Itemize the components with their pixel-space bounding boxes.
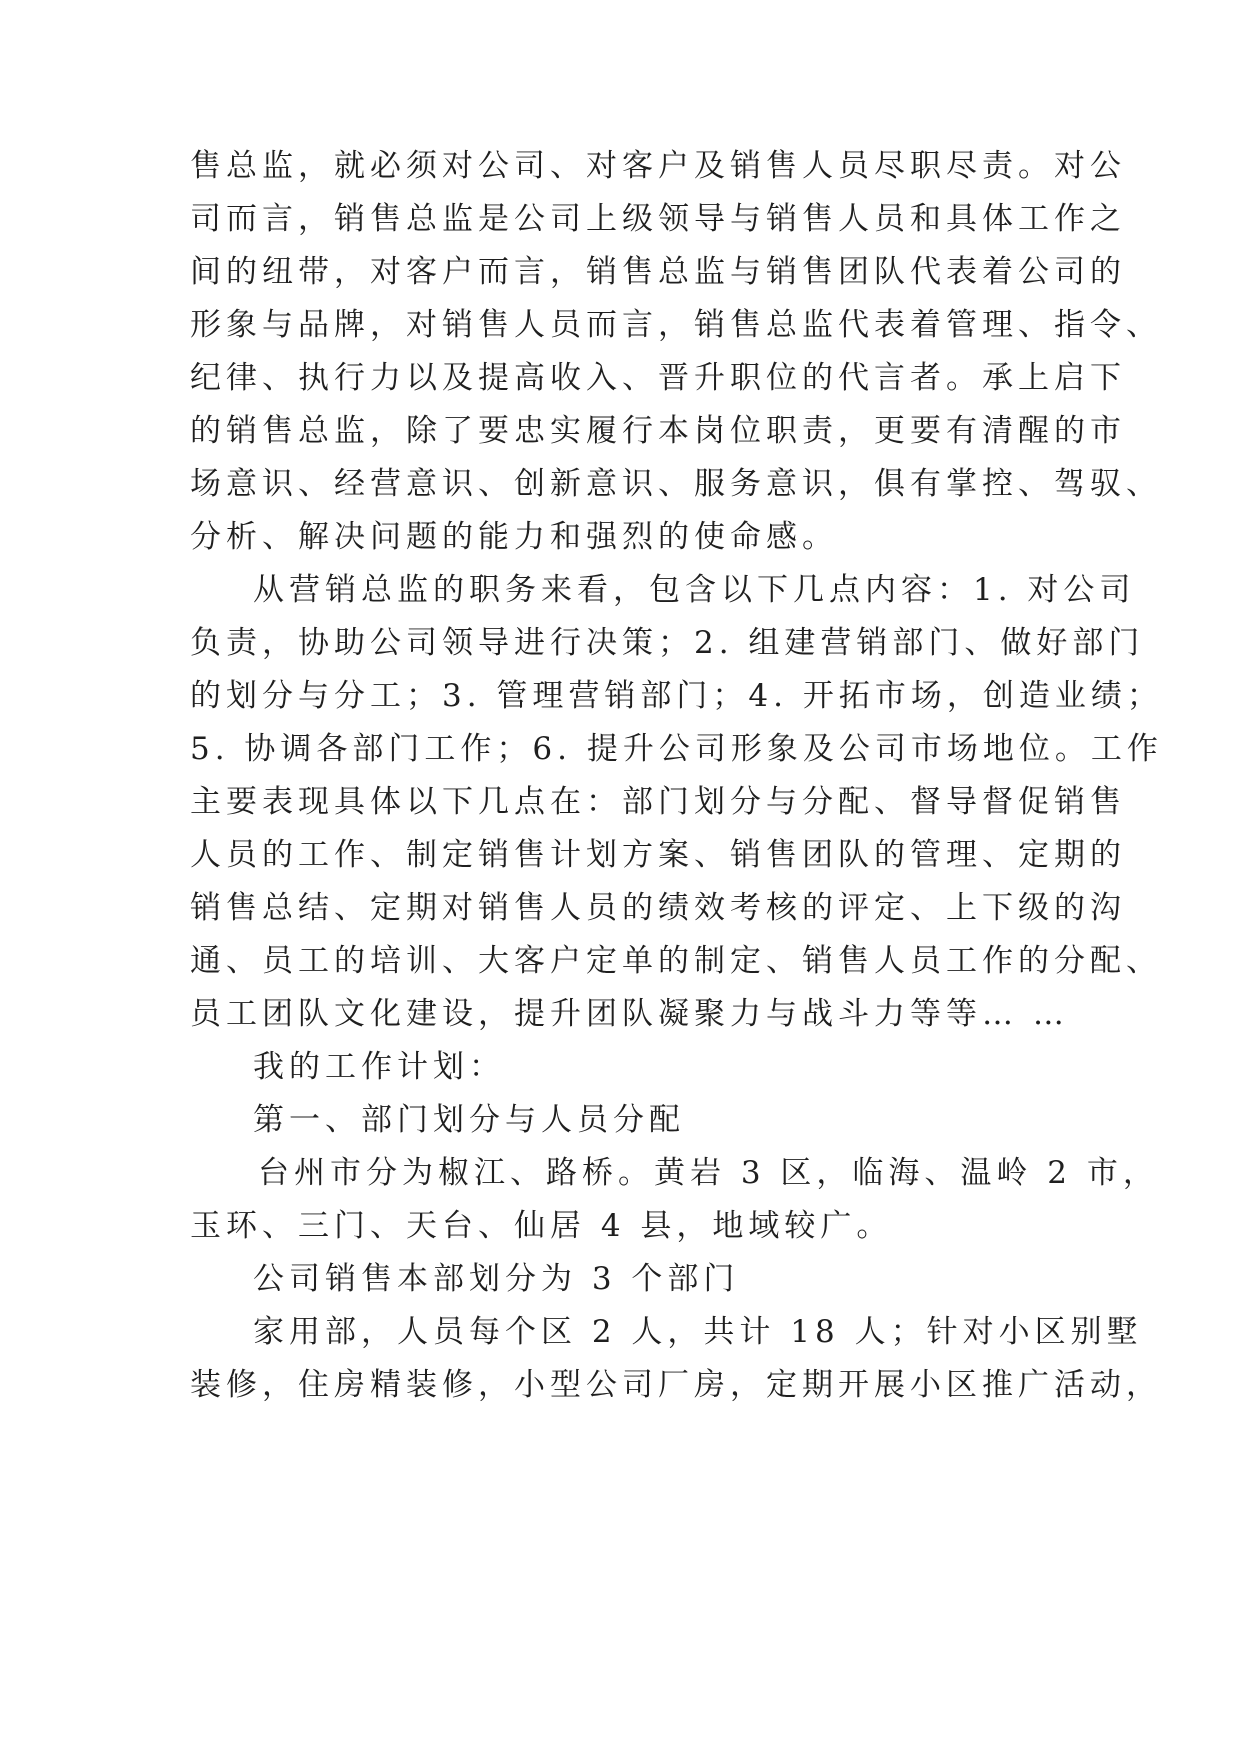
text-line-18: 我的工作计划：: [253, 1049, 505, 1085]
text-line-22: 公司销售本部划分为 3 个部门: [253, 1261, 740, 1297]
text-line-10: 负责，协助公司领导进行决策；2. 组建营销部门、做好部门: [190, 625, 1145, 661]
text-line-19: 第一、部门划分与人员分配: [253, 1102, 685, 1138]
text-line-2: 司而言，销售总监是公司上级领导与销售人员和具体工作之: [190, 201, 1126, 237]
text-line-11: 的划分与分工；3. 管理营销部门；4. 开拓市场，创造业绩；: [190, 678, 1163, 714]
text-line-24: 装修，住房精装修，小型公司厂房，定期开展小区推广活动，: [190, 1367, 1162, 1403]
text-line-3: 间的纽带，对客户而言，销售总监与销售团队代表着公司的: [190, 254, 1126, 290]
text-line-17: 员工团队文化建设，提升团队凝聚力与战斗力等等… …: [190, 996, 1069, 1032]
text-line-21: 玉环、三门、天台、仙居 4 县，地域较广。: [190, 1208, 893, 1244]
text-line-1: 售总监，就必须对公司、对客户及销售人员尽职尽责。对公: [190, 148, 1126, 184]
text-line-16: 通、员工的培训、大客户定单的制定、销售人员工作的分配、: [190, 943, 1162, 979]
text-line-8: 分析、解决问题的能力和强烈的使命感。: [190, 519, 838, 555]
text-line-9: 从营销总监的职务来看，包含以下几点内容：1. 对公司: [253, 572, 1136, 608]
text-line-5: 纪律、执行力以及提高收入、晋升职位的代言者。承上启下: [190, 360, 1126, 396]
text-line-13: 主要表现具体以下几点在：部门划分与分配、督导督促销售: [190, 784, 1126, 820]
text-line-6: 的销售总监，除了要忠实履行本岗位职责，更要有清醒的市: [190, 413, 1126, 449]
text-line-14: 人员的工作、制定销售计划方案、销售团队的管理、定期的: [190, 837, 1126, 873]
text-line-20: 台州市分为椒江、路桥。黄岩 3 区，临海、温岭 2 市，: [258, 1155, 1159, 1191]
text-line-7: 场意识、经营意识、创新意识、服务意识，俱有掌控、驾驭、: [190, 466, 1162, 502]
text-line-15: 销售总结、定期对销售人员的绩效考核的评定、上下级的沟: [190, 890, 1126, 926]
text-line-4: 形象与品牌，对销售人员而言，销售总监代表着管理、指令、: [190, 307, 1162, 343]
text-line-23: 家用部，人员每个区 2 人，共计 18 人；针对小区别墅: [253, 1314, 1143, 1350]
text-line-12: 5. 协调各部门工作；6. 提升公司形象及公司市场地位。工作: [190, 731, 1163, 767]
